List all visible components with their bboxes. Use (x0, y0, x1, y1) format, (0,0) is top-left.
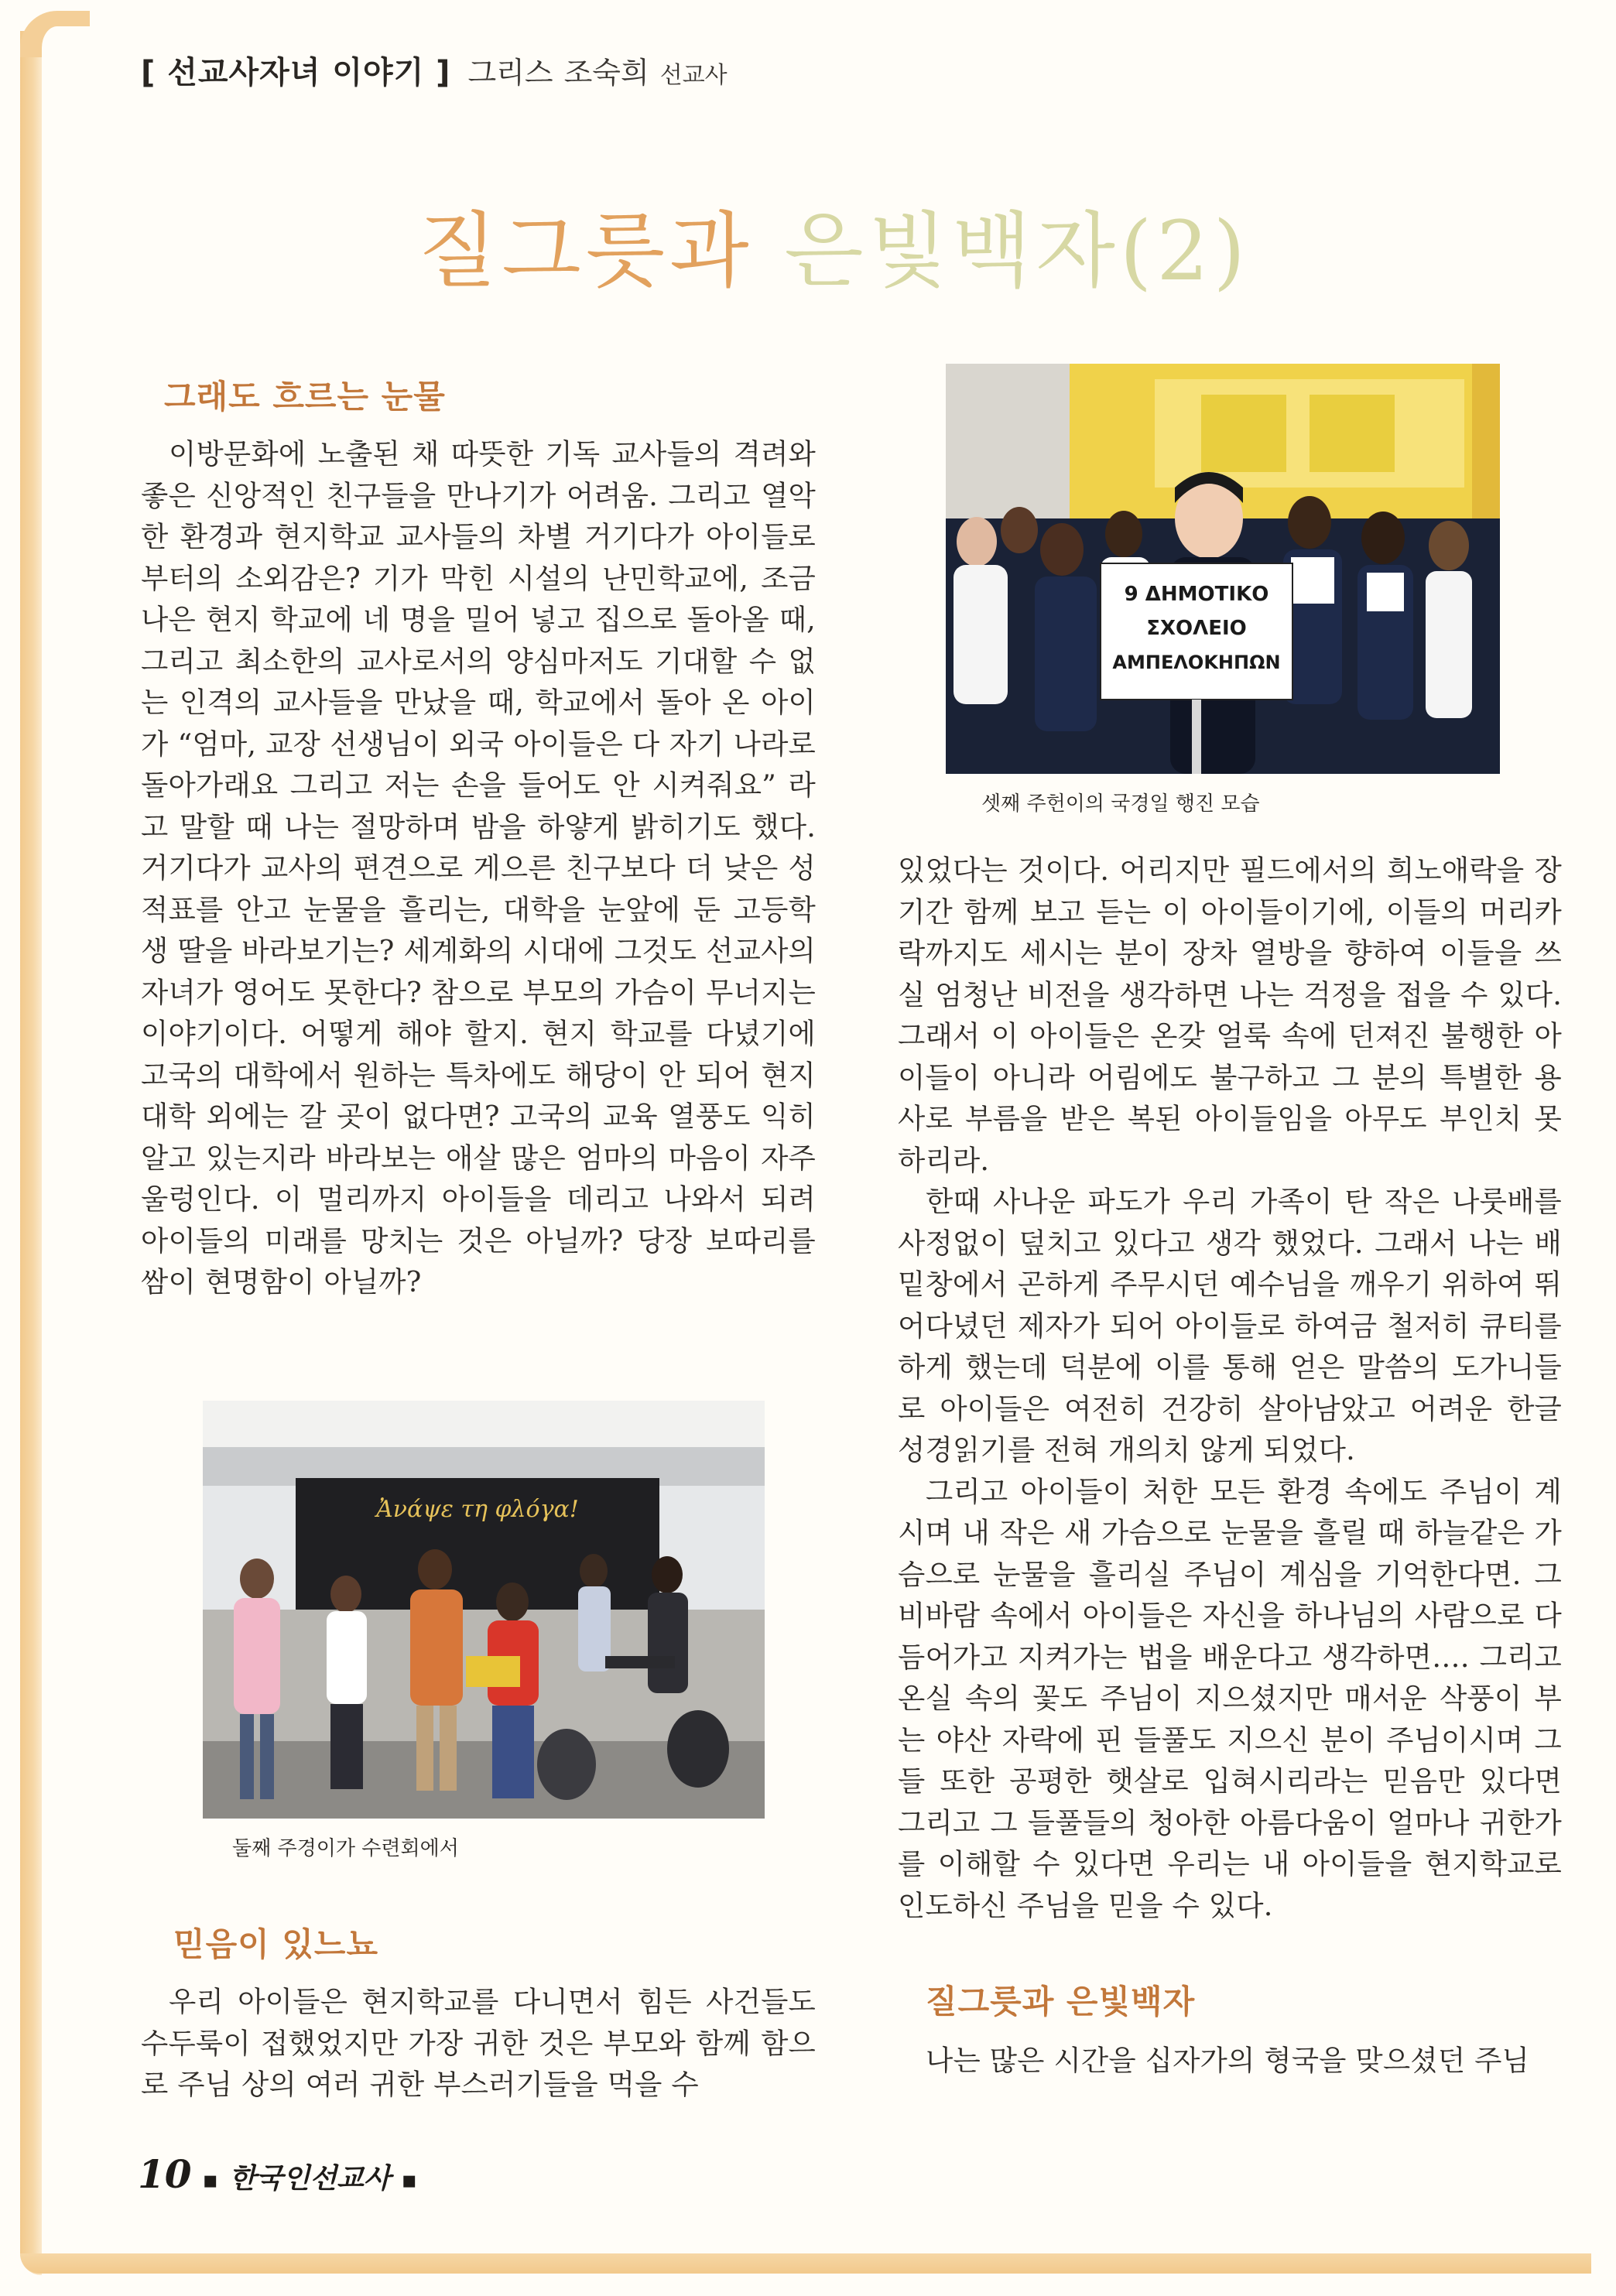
paragraph: 한때 사나운 파도가 우리 가족이 탄 작은 나룻배를 사정없이 덮치고 있다고 생각 했었다. 그래서 나는 배 밑창에서 곤하게 주무시던 예수님을 깨우기 위하여 뛰어다녔던 제자가 되어 아이들로 하여금 철저히 큐티를 하게 했는데 덕분에 이를 통해 얻은 말씀의 도가니들로 아이들은 여전히 건강히 살아남았고 어려운 한글 성경읽기를 전혀 개의치 않게 되었다. (898, 1185, 1562, 1466)
paragraph: 그리고 아이들이 처한 모든 환경 속에도 주님이 계시며 내 작은 새 가슴으로 눈물을 흘릴 때 하늘같은 가슴으로 눈물을 흘리실 주님이 계심을 기억한다면. 그 비바람 속에서 아이들은 자신을 하나님의 사람으로 다듬어가고 지켜가는 법을 배운다고 생각하면…. 그리고 온실 속의 꽃도 주님이 지으셨지만 매서운 삭풍이 부는 야산 자락에 핀 들풀도 지으신 분이 주님이시며 그들 또한 공평한 햇살로 입혀시리라는 믿음만 있다면 그리고 그 들풀들의 청아한 아름다움이 얼마나 귀한가를 이해할 수 있다면 우리는 내 아이들을 현지학교로 인도하신 주님을 믿을 수 있다. (898, 1474, 1562, 1922)
section-body-pottery (898, 2040, 1562, 2082)
page-number: 10 (138, 2151, 192, 2197)
page-footer (138, 2151, 417, 2197)
author-name: 조숙희 (563, 56, 649, 90)
sign-line-2: ΣΧΟΛΕΙΟ (1146, 617, 1247, 640)
photo-retreat (203, 1401, 765, 1819)
section-body-tears (141, 433, 816, 1303)
paragraph: 나는 많은 시간을 십자가의 형국을 맞으셨던 주님 (926, 2044, 1529, 2077)
decorative-frame-bottom (20, 2253, 1591, 2274)
decorative-frame-corner (20, 11, 90, 57)
caption-retreat: 둘째 주경이가 수련회에서 (232, 1837, 459, 1860)
series-label: [ 선교사자녀 이야기 ] (141, 55, 451, 91)
paragraph: 우리 아이들은 현지학교를 다니면서 힘든 사건들도 수두룩이 접했었지만 가장 귀한 것은 부모와 함께 함으로 주님 상의 여러 귀한 부스러기들을 먹을 수 (141, 1985, 816, 2101)
paragraph: 있었다는 것이다. 어리지만 필드에서의 희노애락을 장기간 함께 보고 듣는 이 아이들이기에, 이들의 머리카락까지도 세시는 분이 장차 열방을 향하여 이들을 쓰실 엄청난 비전을 생각하면 나는 걱정을 접을 수 있다. 그래서 이 아이들은 온갖 얼룩 속에 던져진 불행한 아이들이 아니라 어림에도 불구하고 그 분의 특별한 용사로 부름을 받은 복된 아이들임을 아무도 부인치 못하리라. (898, 854, 1562, 1177)
article-title (418, 186, 1347, 299)
footer-separator: ▪ (202, 2167, 218, 2194)
photo-parade-image (946, 364, 1500, 774)
section-heading-faith: 믿음이 있느뇨 (173, 1925, 379, 1963)
sign-line-1: 9 ΔΗΜΟΤΙΚΟ (1124, 583, 1269, 606)
article-header (141, 48, 728, 94)
title-part1: 질그릇과 (418, 204, 754, 299)
caption-parade: 셋째 주헌이의 국경일 행진 모습 (981, 792, 1260, 816)
section-body-faith (141, 1981, 816, 2106)
photo-retreat-image (203, 1401, 765, 1819)
photo-parade (946, 364, 1500, 774)
paragraph: 이방문화에 노출된 채 따뜻한 기독 교사들의 격려와 좋은 신앙적인 친구들을 만나기가 어려움. 그리고 열악한 환경과 현지학교 교사들의 차별 거기다가 아이들로부터의 소외감은? 기가 막힌 시설의 난민학교에, 조금 나은 현지 학교에 네 명을 밀어 넣고 집으로 돌아올 때, 그리고 최소한의 교사로서의 양심마저도 기대할 수 없는 인격의 교사들을 만났을 때, 학교에서 돌아 온 아이가 “엄마, 교장 선생님이 외국 아이들은 다 자기 나라로 돌아가래요 그리고 저는 손을 들어도 안 시켜줘요” 라고 말할 때 나는 절망하며 밤을 하얗게 밝히기도 했다. 거기다가 교사의 편견으로 게으른 친구보다 더 낮은 성적표를 안고 눈물을 흘리는, 대학을 눈앞에 둔 고등학생 딸을 바라보기는? 세계화의 시대에 그것도 선교사의 자녀가 영어도 못한다? 참으로 부모의 가슴이 무너지는 이야기이다. 어떻게 해야 할지. 현지 학교를 다녔기에 고국의 대학에서 원하는 특차에도 해당이 안 되어 현지 대학 외에는 갈 곳이 없다면? 고국의 교육 열풍도 익히 알고 있는지라 바라보는 애살 많은 엄마의 마음이 자주 울렁인다. 이 멀리까지 아이들을 데리고 나와서 되려 아이들의 미래를 망치는 것은 아닐까? 당장 보따리를 쌈이 현명함이 아닐까? (141, 437, 816, 1299)
author-role: 선교사 (659, 62, 728, 89)
decorative-frame-left (20, 31, 42, 2275)
section-heading-tears: 그래도 흐르는 눈물 (164, 378, 446, 416)
magazine-name: 한국인선교사 (228, 2162, 391, 2195)
right-column-body (898, 850, 1562, 1926)
photo-banner-text: Ἀνάψε τη φλόγα! (376, 1496, 579, 1523)
title-part2: 은빛백자(2) (784, 204, 1251, 299)
footer-separator: ▪ (401, 2167, 417, 2194)
sign-line-3: ΑΜΠΕΛΟΚΗΠΩΝ (1112, 652, 1281, 673)
country-label: 그리스 (467, 56, 553, 90)
section-heading-pottery: 질그릇과 은빛백자 (926, 1983, 1196, 2021)
